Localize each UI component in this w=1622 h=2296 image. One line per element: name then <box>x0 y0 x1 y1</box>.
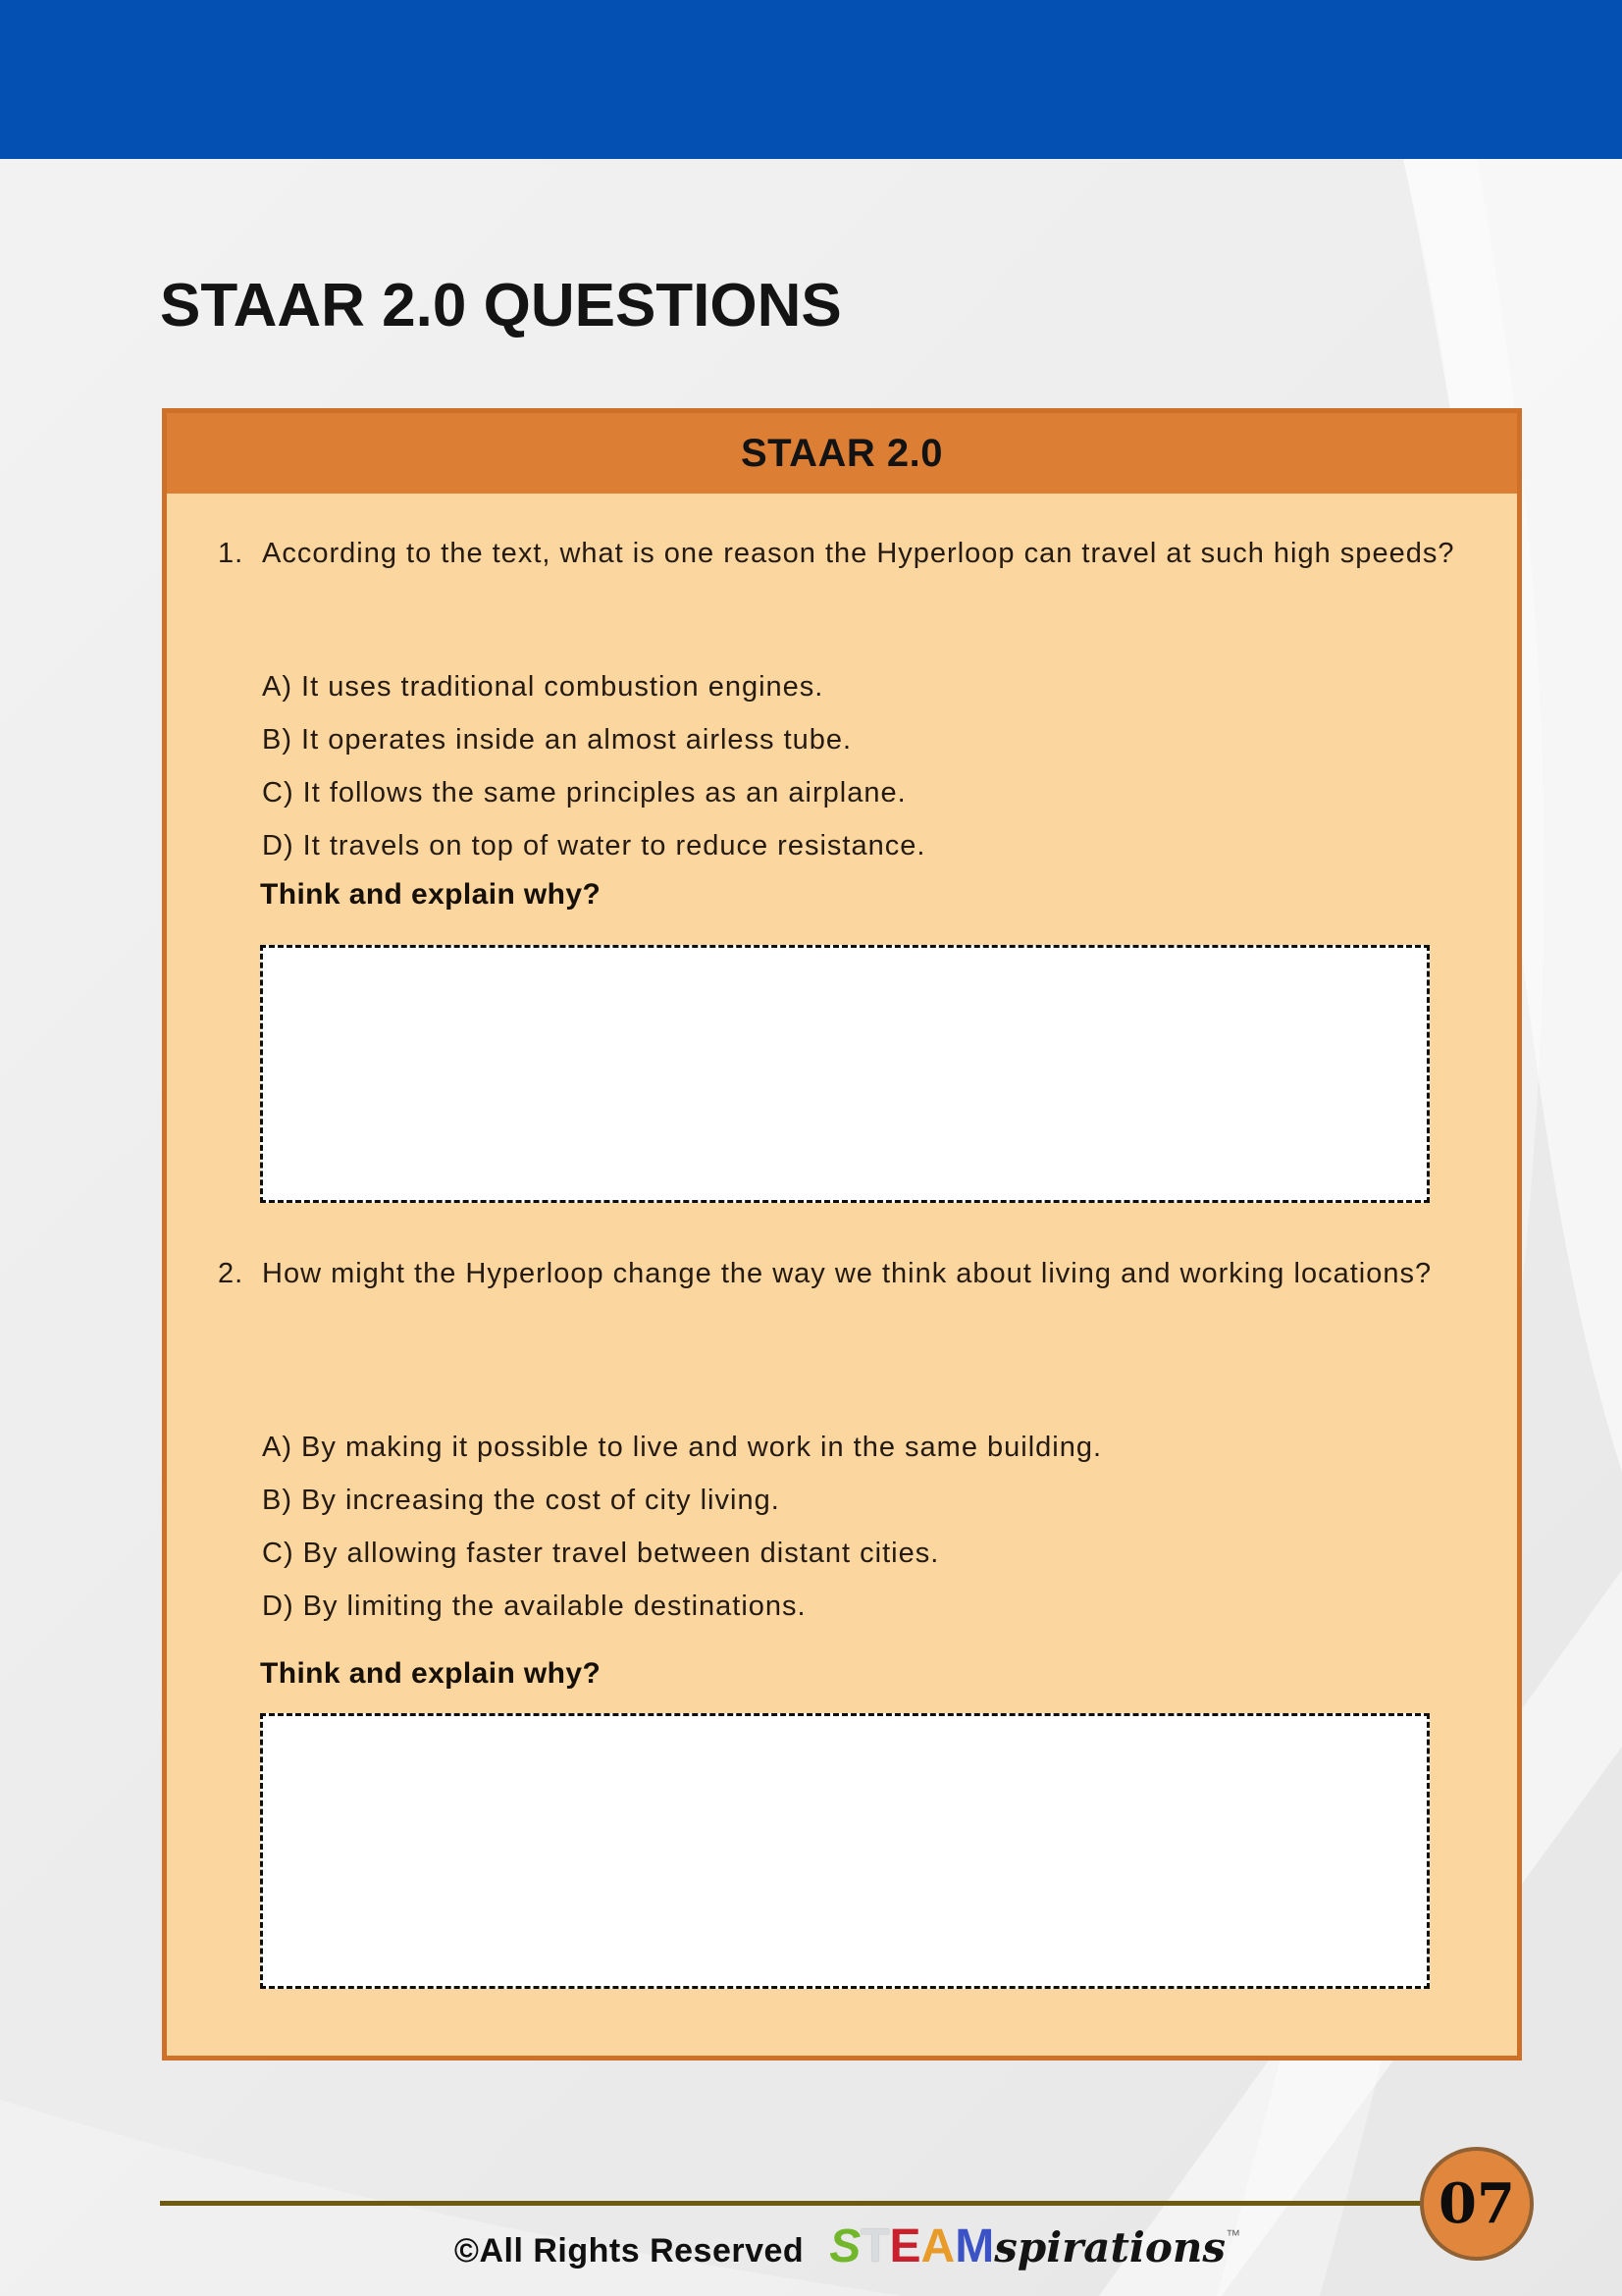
question-2-answer-box[interactable] <box>260 1713 1430 1989</box>
questions-panel <box>162 408 1522 2061</box>
logo-letter-a: A <box>920 2220 956 2272</box>
question-2-option-c: C) By allowing faster travel between distant cities. <box>262 1538 940 1569</box>
question-1-prompt: Think and explain why? <box>260 878 602 911</box>
question-2-prompt: Think and explain why? <box>260 1657 602 1690</box>
page-title: STAAR 2.0 QUESTIONS <box>160 272 842 339</box>
question-1-text: According to the text, what is one reason the Hyperloop can travel at such high speeds? <box>262 538 1455 569</box>
trademark-symbol: ™ <box>1226 2227 1241 2244</box>
question-2-option-d: D) By limiting the available destinations. <box>262 1591 807 1622</box>
question-1-option-b: B) It operates inside an almost airless tube. <box>262 724 853 756</box>
logo-letter-t: T <box>861 2220 890 2272</box>
question-1-option-c: C) It follows the same principles as an airplane. <box>262 777 907 809</box>
footer <box>453 2220 1241 2272</box>
question-2 <box>218 1247 1474 1301</box>
top-banner <box>0 0 1622 159</box>
logo-letter-m: M <box>955 2220 995 2272</box>
steamspirations-logo <box>829 2220 1241 2272</box>
question-2-option-a: A) By making it possible to live and work in the same building. <box>262 1432 1103 1463</box>
logo-suffix: spirations <box>994 2223 1227 2271</box>
question-1-number: 1. <box>218 538 244 569</box>
question-1-option-a: A) It uses traditional combustion engines. <box>262 671 824 703</box>
question-2-number: 2. <box>218 1258 244 1289</box>
footer-divider-line <box>160 2201 1422 2206</box>
question-1 <box>218 527 1474 581</box>
page-number: 07 <box>1439 2171 1515 2236</box>
panel-header <box>167 413 1517 494</box>
logo-letter-s: S <box>829 2220 862 2272</box>
copyright-text: ©All Rights Reserved <box>453 2232 805 2270</box>
question-2-text: How might the Hyperloop change the way we think about living and working locations? <box>262 1258 1433 1289</box>
question-2-options <box>262 1421 1102 1633</box>
question-1-option-d: D) It travels on top of water to reduce resistance. <box>262 830 926 861</box>
panel-title: STAAR 2.0 <box>740 431 944 475</box>
question-2-option-b: B) By increasing the cost of city living. <box>262 1485 780 1516</box>
page-number-badge <box>1420 2147 1534 2261</box>
logo-letter-e: E <box>889 2220 921 2272</box>
question-1-answer-box[interactable] <box>260 945 1430 1203</box>
question-1-options <box>262 660 925 872</box>
